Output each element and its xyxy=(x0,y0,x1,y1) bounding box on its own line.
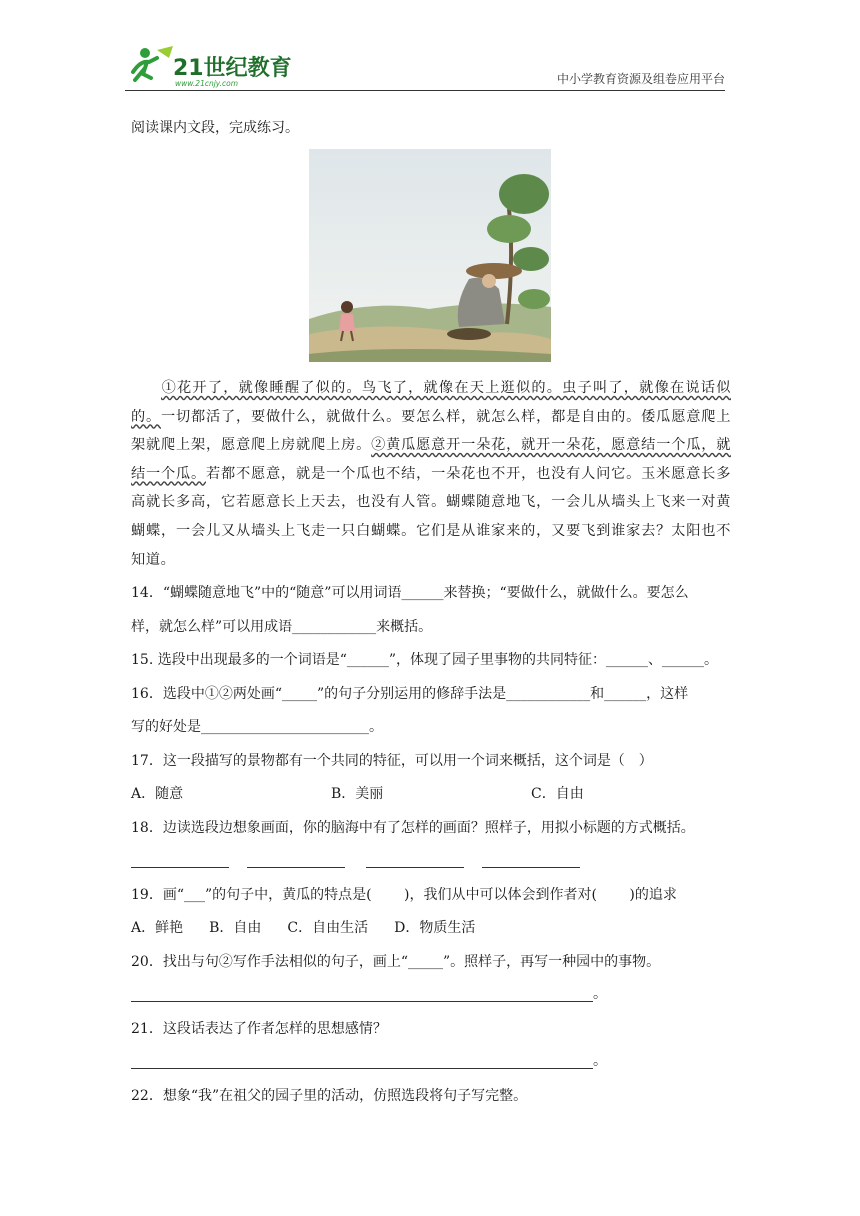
sentence-2-underlined: ②黄瓜愿意开一朵花，就开一朵花，愿意结一个瓜，就结一个瓜。 xyxy=(131,437,731,482)
svg-text:www.21cnjy.com: www.21cnjy.com xyxy=(175,79,239,88)
option-b[interactable]: B．美丽 xyxy=(331,786,384,802)
garden-illustration xyxy=(309,149,551,362)
question-16-line1: 16．选段中①②两处画“_____”的句子分别运用的修辞手法是____________和______，这样 xyxy=(131,685,689,702)
period-mark: 。 xyxy=(593,986,607,1002)
question-22: 22．想象“我”在祖父的园子里的活动，仿照选段将句子写完整。 xyxy=(131,1087,528,1104)
instruction: 阅读课内文段，完成练习。 xyxy=(131,120,299,136)
question-21: 21．这段话表达了作者怎样的思想感情？ xyxy=(131,1020,387,1037)
svg-text:21世纪教育: 21世纪教育 xyxy=(173,56,292,81)
option-c[interactable]: C．自由生活 xyxy=(287,920,369,936)
question-18: 18．边读选段边想象画面，你的脑海中有了怎样的画面？照样子，用拟小标题的方式概括。 xyxy=(131,819,695,836)
passage-text-cont: 若都不愿意，就是一个瓜也不结，一朵花也不开，也没有人问它。玉米愿意长多高就长多高，它若愿意长上天去，也没有人管。蝴蝶随意地飞，一会儿从墙头上飞来一对黄蝴蝶，一会儿又从墙头上飞走一只白蝴蝶。它们是从谁家来的，又要飞到谁家去？太阳也不知道。 xyxy=(131,465,731,568)
platform-name: 中小学教育资源及组卷应用平台 xyxy=(556,72,725,86)
question-14-line2: 样，就怎么样”可以用成语____________来概括。 xyxy=(131,618,433,635)
answer-line-21 xyxy=(131,1046,731,1080)
answer-blank[interactable] xyxy=(482,867,580,868)
answer-line-20 xyxy=(131,979,731,1013)
option-c[interactable]: C．自由 xyxy=(531,786,584,802)
option-a[interactable]: A．随意 xyxy=(131,786,184,802)
option-b[interactable]: B．自由 xyxy=(209,920,262,936)
answer-blanks-18 xyxy=(131,845,731,879)
questions xyxy=(131,577,731,1113)
runner-logo-icon xyxy=(125,42,295,88)
question-15: 15. 选段中出现最多的一个词语是“______”，体现了园子里事物的共同特征：______、______。 xyxy=(131,652,719,668)
question-17: 17．这一段描写的景物都有一个共同的特征，可以用一个词来概括，这个词是（ ） xyxy=(131,752,653,769)
answer-blank[interactable] xyxy=(366,867,464,868)
sentence-1-underlined: ①花开了，就像睡醒了似的。鸟飞了，就像在天上逛似的。虫子叫了，就像在说话似的。 xyxy=(131,380,731,425)
logo xyxy=(125,42,295,88)
answer-blank[interactable] xyxy=(131,1068,593,1069)
question-17-options xyxy=(131,778,731,812)
question-19-options xyxy=(131,912,731,946)
answer-blank[interactable] xyxy=(247,867,345,868)
question-16-line2: 写的好处是________________________。 xyxy=(131,719,383,735)
page-header xyxy=(125,42,725,91)
question-14-line1: 14．“蝴蝶随意地飞”中的“随意”可以用词语______来替换；“要做什么，就做什么。要怎么 xyxy=(131,585,689,601)
question-19: 19．画“___”的句子中，黄瓜的特点是( )，我们从中可以体会到作者对( )的追求 xyxy=(131,886,677,903)
period-mark: 。 xyxy=(593,1053,607,1069)
option-a[interactable]: A．鲜艳 xyxy=(131,920,184,936)
option-d[interactable]: D．物质生活 xyxy=(394,920,476,936)
question-20: 20．找出与句②写作手法相似的句子，画上“_____”。照样子，再写一种园中的事物。 xyxy=(131,953,661,970)
answer-blank[interactable] xyxy=(131,1001,593,1002)
passage-text: 一切都活了，要做什么，就做什么。要怎么样，就怎么样，都是自由的。倭瓜愿意爬上架就爬上架，愿意爬上房就爬上房。 xyxy=(131,408,731,454)
reading-passage xyxy=(131,374,731,574)
answer-blank[interactable] xyxy=(131,867,229,868)
